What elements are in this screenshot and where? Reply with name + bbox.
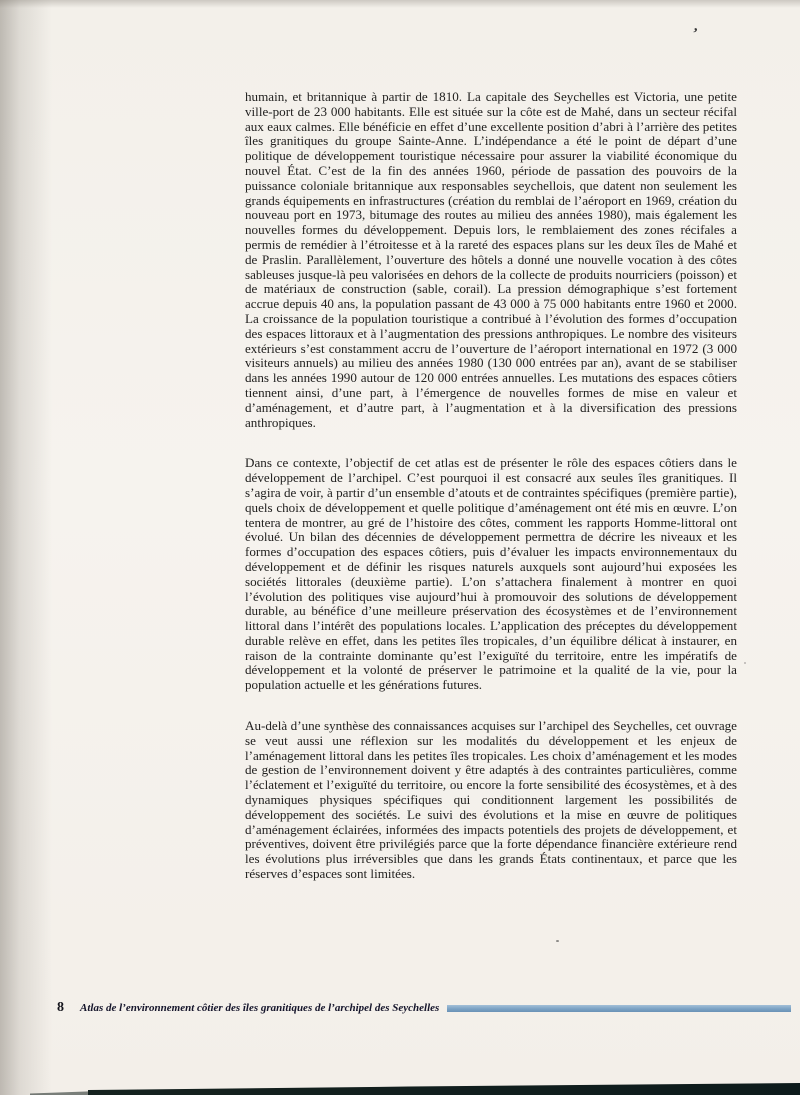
scan-speck [556,940,559,942]
book-bottom-edge-shadow [30,1090,100,1095]
footer-book-title: Atlas de l’environnement côtier des îles granitiques de l’archipel des Seychelles [80,1002,440,1014]
page-footer [57,1000,791,1016]
paragraph-synthesis-reflection: Au-delà d’une synthèse des connaissances acquises sur l’archipel des Seychelles, cet ouvrage se veut aussi une réflexion sur les modalités du développement et les enjeux de l’aménagement littoral dans les petites îles tropicales. Les choix d’aménagement et les modes de gestion de l’environnement doivent y être adaptés à des contraintes particulières, comme l’éclatement et l’exiguïté du territoire, ou encore la forte sensibilité des écosystèmes, et à des dynamiques physiques spécifiques qui conditionnent largement les possibilités de développement des sociétés. Le suivi des évolutions et la mise en œuvre de politiques d’aménagement éclairées, informées des impacts potentiels des projets de développement, et préventives, doivent être privilégiés parce que la forte dépendance financière extérieure rend les évolutions plus irréversibles que dans les grands États continentaux, et parce que les réserves d’espaces sont limitées. [245,718,737,882]
page-gutter-shadow [0,0,52,1095]
paragraph-history-demography: humain, et britannique à partir de 1810. La capitale des Seychelles est Victoria, une petite ville-port de 23 000 habitants. Elle est située sur la côte est de Mahé, dans un secteur récifal aux eaux calmes. Elle bénéficie en effet d’une excellente position d’abri à l’arrière des petites îles granitiques du groupe Sainte-Anne. L’indépendance a été le point de départ d’une politique de développement touristique nécessaire pour assurer la viabilité économique du nouvel État. C’est de la fin des années 1960, période de passation des pouvoirs de la puissance coloniale britannique aux responsables seychellois, que datent non seulement les grands équipements en infrastructures (création du remblai de l’aéroport en 1969, création du nouveau port en 1973, bitumage des routes au milieu des années 1980), mais également les nouvelles formes du développement. Depuis lors, le remblaiement des zones récifales a permis de remédier à l’étroitesse et à la rareté des espaces plans sur les deux îles de Mahé et de Praslin. Parallèlement, l’ouverture des hôtels a donné une nouvelle vocation à des côtes sableuses jusque-là peu valorisées en dehors de la collecte de produits nourriciers (poisson) et de matériaux de construction (sable, corail). La pression démographique s’est fortement accrue depuis 40 ans, la population passant de 43 000 à 75 000 habitants entre 1960 et 2000. La croissance de la population touristique a contribué à l’évolution des formes d’occupation des espaces littoraux et à l’augmentation des pressions anthropiques. Le nombre des visiteurs extérieurs s’est constamment accru de l’ouverture de l’aéroport international en 1972 (3 000 visiteurs annuels) au milieu des années 1980 (130 000 entrées par an), avant de se stabiliser dans les années 1990 autour de 120 000 entrées annuelles. Les mutations des espaces côtiers tiennent ainsi, d’une part, à l’émergence de nouvelles formes de mise en valeur et d’aménagement, et d’autre part, à l’augmentation et à la diversification des pressions anthropiques. [245,89,737,430]
page-top-shadow [0,0,800,8]
scan-speck [744,662,746,664]
page-number: 8 [57,1000,64,1015]
scan-artifact-mark: ’ [690,25,699,43]
book-bottom-edge [88,1082,800,1095]
paragraph-atlas-objective: Dans ce contexte, l’objectif de cet atlas est de présenter le rôle des espaces côtiers dans le développement de l’archipel. C’est pourquoi il est consacré aux seules îles granitiques. Il s’agira de voir, à partir d’un ensemble d’atouts et de contraintes spécifiques (première partie), quels choix de développement et quelle politique d’aménagement ont été mis en œuvre. L’on tentera de montrer, au gré de l’histoire des côtes, comment les rapports Homme-littoral ont évolué. Un bilan des décennies de développement permettra de décrire les niveaux et les formes d’occupation des espaces côtiers, puis d’évaluer les impacts environnementaux du développement et de définir les risques naturels auxquels sont aujourd’hui exposées les sociétés littorales (deuxième partie). L’on s’attachera finalement à montrer en quoi l’évolution des politiques vise aujourd’hui à promouvoir des solutions de développement durable, au bénéfice d’une meilleure préservation des écosystèmes et de l’environnement littoral dans l’intérêt des populations locales. L’application des préceptes du développement durable relève en effet, dans les petites îles tropicales, d’un équilibre délicat à instaurer, en raison de la contrainte dominante qu’est l’exiguïté du territoire, entre les impératifs de développement et la volonté de préserver le patrimoine et la qualité de la vie, pour la population actuelle et les générations futures. [245,455,737,693]
body-text-block [245,90,737,882]
footer-accent-bar [447,1005,791,1012]
